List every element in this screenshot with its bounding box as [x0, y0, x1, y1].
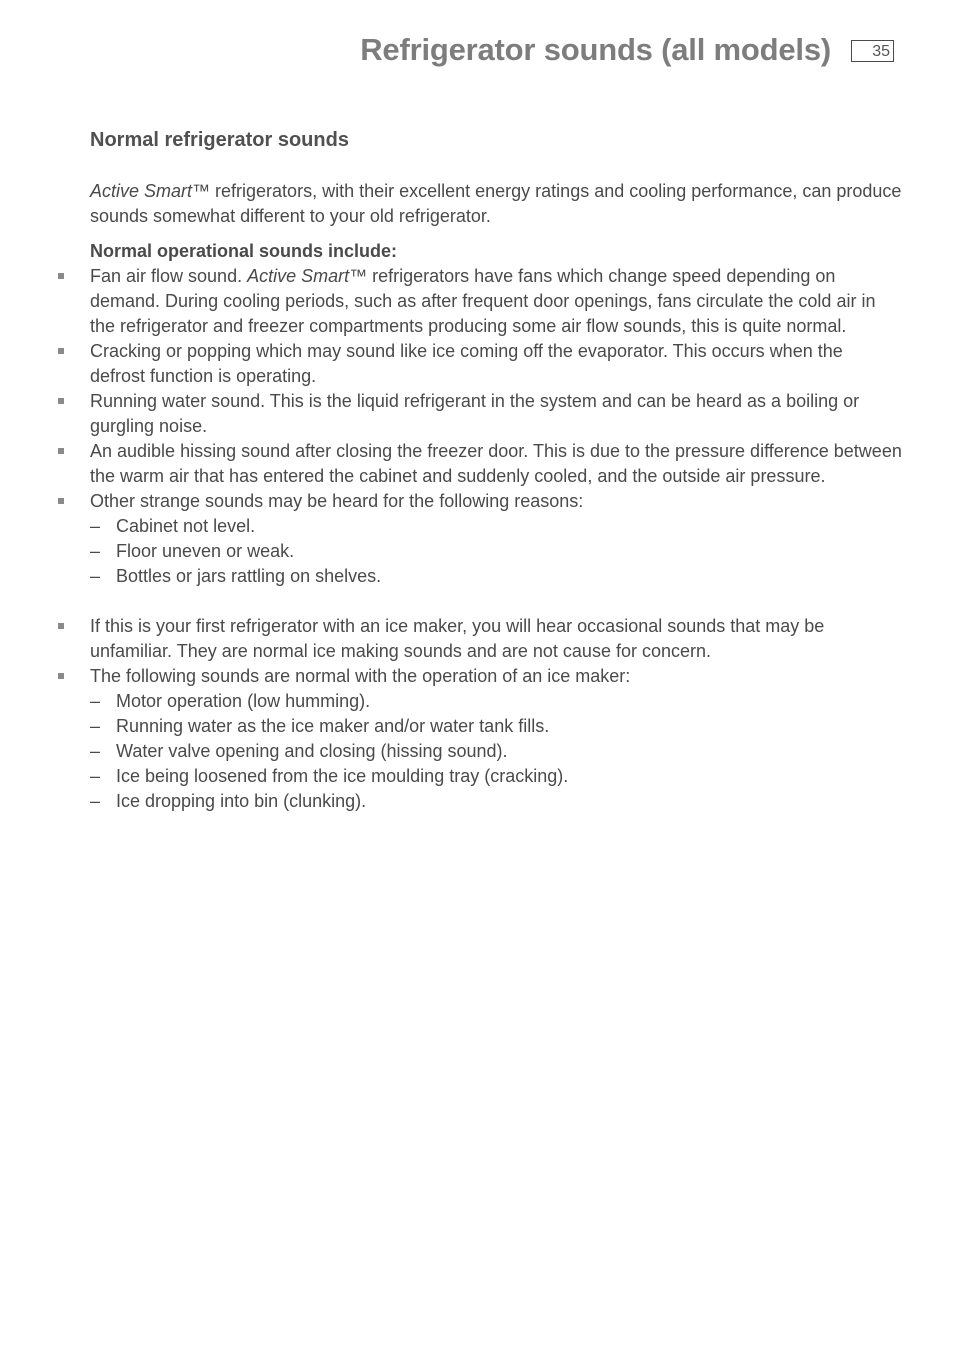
list-item-text: ™ refrigerators have fans which change speed depending on demand. During cooling periods, such as after frequent door openings, fans circulate the cold air in the refrigerator and freezer compartments producing some air flow sounds, this is quite normal.: [90, 266, 876, 336]
sub-list-item-text: Running water as the ice maker and/or water tank fills.: [116, 716, 550, 736]
reasons-list: [90, 514, 902, 589]
sub-list-item: [90, 764, 902, 789]
sub-list-item: [90, 739, 902, 764]
sub-list-item: [90, 564, 902, 589]
sounds-list: [90, 264, 902, 589]
sub-list-item-text: Motor operation (low humming).: [116, 691, 371, 711]
section-heading: Normal refrigerator sounds: [90, 129, 349, 151]
intro-text: ™ refrigerators, with their excellent energy ratings and cooling performance, can produce sounds somewhat different to your old refrigerator.: [90, 181, 902, 226]
dash-icon: –: [90, 741, 101, 761]
dash-icon: –: [90, 516, 101, 536]
dash-icon: –: [90, 716, 101, 736]
sub-list-item-text: Ice dropping into bin (clunking).: [116, 791, 367, 811]
bullet-icon: [58, 273, 64, 279]
list-item: [90, 489, 902, 589]
bullet-icon: [58, 398, 64, 404]
brand-name: Active Smart: [90, 181, 193, 201]
dash-icon: –: [90, 541, 101, 561]
list-item: [90, 389, 902, 439]
sub-list-item-text: Cabinet not level.: [116, 516, 256, 536]
content: [90, 125, 902, 814]
list-item-text: An audible hissing sound after closing the freezer door. This is due to the pressure difference between the warm air that has entered the cabinet and suddenly cooled, and the outside air pressure.: [90, 441, 902, 486]
list-item-text: Fan air flow sound.: [90, 266, 248, 286]
sub-list-item-text: Bottles or jars rattling on shelves.: [116, 566, 382, 586]
bullet-icon: [58, 348, 64, 354]
list-item-text: Running water sound. This is the liquid refrigerant in the system and can be heard as a boiling or gurgling noise.: [90, 391, 860, 436]
sub-list-item: [90, 514, 902, 539]
bullet-icon: [58, 623, 64, 629]
ice-maker-list: [90, 614, 902, 814]
dash-icon: –: [90, 691, 101, 711]
sub-list-item-text: Water valve opening and closing (hissing sound).: [116, 741, 508, 761]
bullet-icon: [58, 448, 64, 454]
sub-list-item: [90, 714, 902, 739]
dash-icon: –: [90, 791, 101, 811]
list-item: [90, 664, 902, 814]
list-item-text: Cracking or popping which may sound like ice coming off the evaporator. This occurs when the defrost function is operating.: [90, 341, 843, 386]
sub-list-item: [90, 539, 902, 564]
brand-name: Active Smart: [247, 266, 350, 286]
sub-list-item: [90, 789, 902, 814]
dash-icon: –: [90, 566, 101, 586]
list-item: [90, 264, 902, 339]
list-item-text: The following sounds are normal with the operation of an ice maker:: [90, 666, 631, 686]
sub-list-item-text: Ice being loosened from the ice moulding tray (cracking).: [116, 766, 569, 786]
bullet-icon: [58, 498, 64, 504]
sub-heading: Normal operational sounds include:: [90, 241, 398, 261]
intro-paragraph: [90, 179, 902, 229]
dash-icon: –: [90, 766, 101, 786]
ice-sounds-list: [90, 689, 902, 814]
sub-list-item: [90, 689, 902, 714]
page-title: Refrigerator sounds (all models): [360, 32, 831, 67]
bullet-icon: [58, 673, 64, 679]
list-item-text: If this is your first refrigerator with an ice maker, you will hear occasional sounds that may be unfamiliar. They are normal ice making sounds and are not cause for concern.: [90, 616, 825, 661]
list-item: [90, 614, 902, 664]
page-number: 35: [851, 40, 894, 62]
list-item-text: Other strange sounds may be heard for the following reasons:: [90, 491, 584, 511]
sub-list-item-text: Floor uneven or weak.: [116, 541, 295, 561]
list-item: [90, 439, 902, 489]
list-item: [90, 339, 902, 389]
